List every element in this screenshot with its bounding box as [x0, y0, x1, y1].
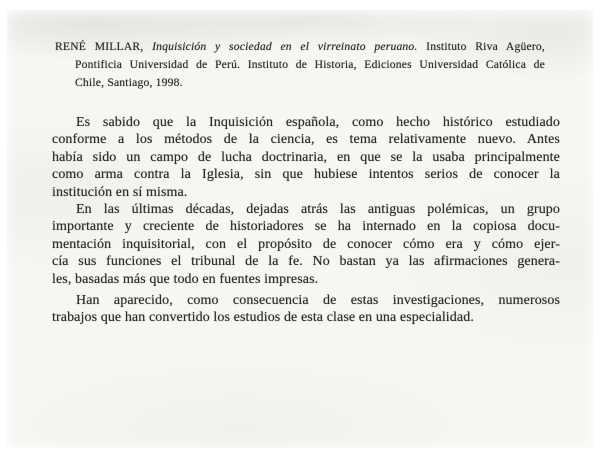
citation-block: [55, 38, 545, 92]
text-line: había sido un campo de lucha doctrinaria, en que se la usaba principalmente: [52, 149, 560, 165]
paragraph: [52, 292, 560, 327]
text-line: les, basadas más que todo en fuentes impresas.: [52, 271, 319, 287]
citation-line: [55, 56, 545, 74]
citation-text: RENÉ MILLAR,: [55, 40, 153, 53]
text-line: institución en sí misma.: [52, 184, 188, 200]
text-line: importante y creciente de historiadores se ha internado en la copiosa docu-: [52, 219, 560, 235]
text-line: cía sus funciones el tribunal de la fe. No bastan ya las afirmaciones genera-: [52, 254, 560, 270]
text-line: Han aparecido, como consecuencia de estas investigaciones, numerosos: [76, 293, 560, 309]
citation-text: Pontificia Universidad de Perú. Instituto de Historia, Ediciones Universidad Católica de: [75, 58, 545, 71]
paragraph: [52, 201, 560, 288]
citation-line: [55, 38, 545, 56]
citation-text: Instituto Riva Agüero,: [417, 40, 545, 53]
citation-line: [55, 74, 545, 92]
text-line: conforme a los métodos de la ciencia, es tema relativamente nuevo. Antes: [52, 132, 560, 148]
text-line: En las últimas décadas, dejadas atrás las antiguas polémicas, un grupo: [76, 202, 560, 218]
text-line: como arma contra la Iglesia, sin que hubiese intentos serios de conocer la: [52, 167, 560, 183]
body-text: [52, 114, 560, 327]
paragraph: [52, 114, 560, 201]
text-line: trabajos que han convertido los estudios de esta clase en una especialidad.: [52, 310, 474, 326]
citation-text: Chile, Santiago, 1998.: [75, 76, 183, 89]
book-title: Inquisición y sociedad en el virreinato peruano.: [152, 40, 418, 53]
text-line: Es sabido que la Inquisición española, como hecho histórico estudiado: [76, 115, 560, 130]
text-line: mentación inquisitorial, con el propósito de conocer cómo era y cómo ejer-: [52, 236, 560, 252]
